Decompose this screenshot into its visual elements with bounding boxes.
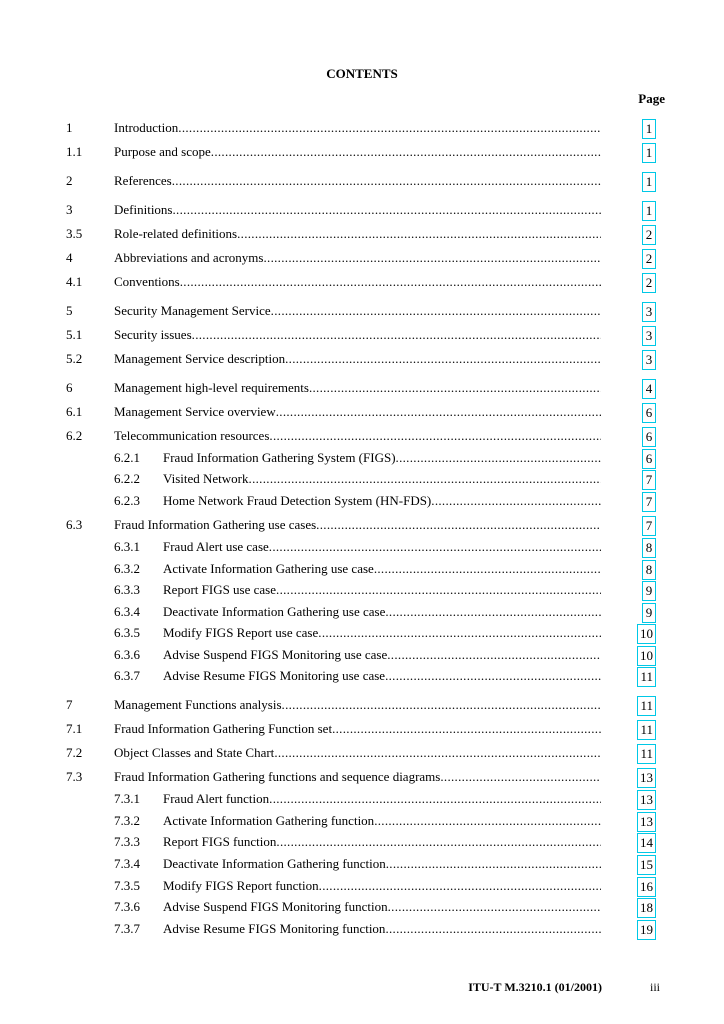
- toc-entry-title: Home Network Fraud Detection System (HN-FDS): [163, 493, 432, 508]
- toc-entry-number: 7: [66, 697, 73, 712]
- toc-entry-title: Management high-level requirements: [114, 380, 309, 395]
- toc-entry-number: 7.3.7: [114, 921, 140, 936]
- toc-entry: [0, 790, 724, 808]
- toc-entry: [0, 273, 724, 291]
- toc-entry-title: Fraud Information Gathering Function set: [114, 721, 333, 736]
- toc-entry: [0, 201, 724, 219]
- toc-page-link[interactable]: 11: [637, 720, 656, 740]
- toc-page-link[interactable]: 9: [642, 603, 656, 623]
- toc-entry-title-leader: [163, 449, 601, 467]
- toc-entry-title-leader: [114, 720, 601, 738]
- toc-entry-title-leader: [163, 667, 601, 685]
- toc-entry-title-leader: [114, 326, 601, 344]
- dot-leader: [386, 855, 601, 873]
- toc-entry: [0, 172, 724, 190]
- toc-entry: [0, 449, 724, 467]
- toc-entry-number: 7.3.3: [114, 834, 140, 849]
- toc-entry: [0, 920, 724, 938]
- toc-entry-title-leader: [114, 350, 601, 368]
- toc-entry-title-leader: [114, 744, 601, 762]
- dot-leader: [276, 833, 601, 851]
- toc-entry-title: Fraud Information Gathering use cases: [114, 517, 317, 532]
- toc-page-link[interactable]: 11: [637, 696, 656, 716]
- toc-page-link[interactable]: 16: [637, 877, 656, 897]
- toc-entry-number: 5.2: [66, 351, 83, 366]
- toc-entry: [0, 624, 724, 642]
- toc-entry-title: Activate Information Gathering function: [163, 813, 375, 828]
- dot-leader: [172, 172, 601, 190]
- dot-leader: [396, 449, 601, 467]
- toc-entry-title: Purpose and scope: [114, 144, 211, 159]
- dot-leader: [274, 744, 601, 762]
- toc-entry-number: 5: [66, 303, 73, 318]
- toc-page-link[interactable]: 3: [642, 302, 656, 322]
- toc-entry-title-leader: [163, 833, 601, 851]
- toc-entry: [0, 744, 724, 762]
- toc-page-link[interactable]: 10: [637, 624, 656, 644]
- toc-entry-title-leader: [114, 516, 601, 534]
- toc-entry-title-leader: [114, 143, 601, 161]
- toc-entry: [0, 720, 724, 738]
- toc-entry-title: Object Classes and State Chart: [114, 745, 275, 760]
- toc-entry-title-leader: [163, 581, 601, 599]
- toc-entry-number: 6.2.2: [114, 471, 140, 486]
- toc-page-link[interactable]: 10: [637, 646, 656, 666]
- dot-leader: [269, 427, 601, 445]
- dot-leader: [269, 538, 601, 556]
- dot-leader: [180, 273, 601, 291]
- toc-entry-number: 7.3.5: [114, 878, 140, 893]
- toc-entry-number: 6.2.3: [114, 493, 140, 508]
- toc-entry-number: 6.3: [66, 517, 83, 532]
- toc-entry-title-leader: [163, 492, 601, 510]
- toc-entry-title: Activate Information Gathering use case: [163, 561, 374, 576]
- toc-entry-title: Definitions: [114, 202, 173, 217]
- toc-entry-title-leader: [163, 877, 601, 895]
- toc-page-link[interactable]: 7: [642, 516, 656, 536]
- toc-entry: [0, 379, 724, 397]
- dot-leader: [385, 667, 601, 685]
- toc-entry-title: Fraud Alert function: [163, 791, 270, 806]
- toc-entry-number: 6.3.6: [114, 647, 140, 662]
- toc-entry-title-leader: [114, 427, 601, 445]
- toc-entry: [0, 696, 724, 714]
- toc-entry-title: Fraud Information Gathering System (FIGS): [163, 450, 396, 465]
- dot-leader: [318, 624, 601, 642]
- page-column-header: Page: [638, 91, 665, 106]
- toc-entry-title: Security issues: [114, 327, 192, 342]
- toc-entry-title-leader: [114, 768, 601, 786]
- dot-leader: [319, 877, 601, 895]
- toc-entry-number: 5.1: [66, 327, 83, 342]
- toc-entry-title-leader: [114, 379, 601, 397]
- dot-leader: [276, 403, 601, 421]
- toc-entry-title: Conventions: [114, 274, 180, 289]
- toc-page-link[interactable]: 2: [642, 273, 656, 293]
- toc-entry-number: 7.3.2: [114, 813, 140, 828]
- toc-entry-title-leader: [114, 201, 601, 219]
- toc-page-link[interactable]: 7: [642, 470, 656, 490]
- toc-page-link[interactable]: 9: [642, 581, 656, 601]
- toc-entry: [0, 768, 724, 786]
- toc-entry: [0, 427, 724, 445]
- dot-leader: [237, 225, 601, 243]
- toc-entry-number: 6.3.7: [114, 668, 140, 683]
- toc-entry-title-leader: [114, 403, 601, 421]
- toc-entry-number: 4.1: [66, 274, 83, 289]
- toc-entry-number: 6.3.1: [114, 539, 140, 554]
- toc-entry-number: 6.2.1: [114, 450, 140, 465]
- toc-entry-number: 7.1: [66, 721, 83, 736]
- toc-entry-number: 3.5: [66, 226, 83, 241]
- dot-leader: [249, 470, 601, 488]
- toc-entry: [0, 403, 724, 421]
- toc-entry: [0, 143, 724, 161]
- dot-leader: [285, 350, 601, 368]
- toc-entry-title-leader: [163, 812, 601, 830]
- toc-entry: [0, 812, 724, 830]
- toc-page-link[interactable]: 4: [642, 379, 656, 399]
- toc-entry: [0, 326, 724, 344]
- toc-page-link[interactable]: 14: [637, 833, 656, 853]
- toc-page-link[interactable]: 13: [637, 768, 656, 788]
- toc-entry-title: Deactivate Information Gathering use case: [163, 604, 386, 619]
- dot-leader: [276, 581, 601, 599]
- dot-leader: [263, 249, 601, 267]
- toc-page-link[interactable]: 3: [642, 350, 656, 370]
- toc-entry-number: 6.3.3: [114, 582, 140, 597]
- dot-leader: [178, 119, 601, 137]
- dot-leader: [211, 143, 601, 161]
- toc-entry: [0, 898, 724, 916]
- dot-leader: [332, 720, 601, 738]
- toc-page-link[interactable]: 13: [637, 812, 656, 832]
- toc-entry-title: Modify FIGS Report use case: [163, 625, 319, 640]
- toc-entry: [0, 119, 724, 137]
- toc-entry-number: 6.3.2: [114, 561, 140, 576]
- toc-entry: [0, 560, 724, 578]
- toc-entry-title-leader: [163, 898, 601, 916]
- toc-entry-number: 1.1: [66, 144, 83, 159]
- toc-entry-number: 7.3: [66, 769, 83, 784]
- toc-entry-number: 7.2: [66, 745, 83, 760]
- toc-entry-title: Visited Network: [163, 471, 249, 486]
- toc-entry: [0, 855, 724, 873]
- dot-leader: [388, 898, 601, 916]
- toc-page-link[interactable]: 15: [637, 855, 656, 875]
- toc-entry-number: 6.3.4: [114, 604, 140, 619]
- toc-entry-title: Advise Suspend FIGS Monitoring function: [163, 899, 388, 914]
- toc-page-link[interactable]: 7: [642, 492, 656, 512]
- toc-entry-title: Telecommunication resources: [114, 428, 270, 443]
- toc-entry: [0, 581, 724, 599]
- dot-leader: [374, 812, 601, 830]
- dot-leader: [282, 696, 601, 714]
- dot-leader: [173, 201, 602, 219]
- toc-entry-title: Fraud Information Gathering functions and sequence diagrams: [114, 769, 441, 784]
- toc-entry-number: 6.1: [66, 404, 83, 419]
- toc-entry-number: 1: [66, 120, 73, 135]
- toc-entry-title: Management Functions analysis: [114, 697, 282, 712]
- toc-entry-title-leader: [114, 225, 601, 243]
- toc-page-link[interactable]: 11: [637, 744, 656, 764]
- dot-leader: [440, 768, 601, 786]
- toc-entry-title-leader: [114, 249, 601, 267]
- toc-entry: [0, 833, 724, 851]
- toc-entry: [0, 225, 724, 243]
- toc-page-link[interactable]: 8: [642, 538, 656, 558]
- toc-entry-title-leader: [114, 302, 601, 320]
- toc-page-link[interactable]: 18: [637, 898, 656, 918]
- toc-entry: [0, 249, 724, 267]
- toc-entry: [0, 603, 724, 621]
- toc-page-link[interactable]: 1: [642, 143, 656, 163]
- toc-page-link[interactable]: 2: [642, 225, 656, 245]
- toc-entry-title: Report FIGS use case: [163, 582, 277, 597]
- toc-page-link[interactable]: 6: [642, 403, 656, 423]
- toc-page-link[interactable]: 8: [642, 560, 656, 580]
- toc-page-link[interactable]: 6: [642, 427, 656, 447]
- toc-entry: [0, 667, 724, 685]
- toc-entry: [0, 350, 724, 368]
- toc-entry-title: Modify FIGS Report function: [163, 878, 319, 893]
- dot-leader: [309, 379, 601, 397]
- toc-entry-title: Management Service description: [114, 351, 286, 366]
- footer-doc-id: ITU-T M.3210.1 (01/2001): [468, 980, 602, 994]
- toc-page-link[interactable]: 2: [642, 249, 656, 269]
- toc-entry-title-leader: [163, 603, 601, 621]
- toc-entry-title: Role-related definitions: [114, 226, 238, 241]
- toc-entry: [0, 877, 724, 895]
- toc-page-link[interactable]: 1: [642, 201, 656, 221]
- toc-entry-title-leader: [163, 920, 601, 938]
- toc-page-link[interactable]: 3: [642, 326, 656, 346]
- toc-entry-title: References: [114, 173, 172, 188]
- toc-entry: [0, 470, 724, 488]
- toc-entry-title: Abbreviations and acronyms: [114, 250, 264, 265]
- toc-entry-title: Report FIGS function: [163, 834, 277, 849]
- dot-leader: [374, 560, 601, 578]
- toc-entry-title-leader: [163, 790, 601, 808]
- dot-leader: [316, 516, 601, 534]
- toc-page-link[interactable]: 1: [642, 119, 656, 139]
- toc-entry-number: 6: [66, 380, 73, 395]
- toc-entry-title: Introduction: [114, 120, 179, 135]
- toc-entry: [0, 302, 724, 320]
- toc-entry-number: 4: [66, 250, 73, 265]
- toc-entry: [0, 646, 724, 664]
- toc-page-link[interactable]: 13: [637, 790, 656, 810]
- toc-entry-title-leader: [163, 470, 601, 488]
- toc-entry-number: 6.3.5: [114, 625, 140, 640]
- toc-entry-title-leader: [163, 624, 601, 642]
- toc-entry-number: 6.2: [66, 428, 83, 443]
- toc-entry-title: Advise Resume FIGS Monitoring use case: [163, 668, 386, 683]
- toc-entry-number: 7.3.6: [114, 899, 140, 914]
- toc-entry: [0, 516, 724, 534]
- toc-entry-title-leader: [114, 696, 601, 714]
- dot-leader: [385, 603, 601, 621]
- toc-entry-title: Advise Suspend FIGS Monitoring use case: [163, 647, 388, 662]
- toc-entry-title: Fraud Alert use case: [163, 539, 269, 554]
- toc-entry-number: 2: [66, 173, 73, 188]
- toc-entry-title-leader: [114, 273, 601, 291]
- toc-entry-number: 7.3.1: [114, 791, 140, 806]
- toc-entry: [0, 538, 724, 556]
- toc-entry-title: Deactivate Information Gathering function: [163, 856, 386, 871]
- toc-entry-number: 3: [66, 202, 73, 217]
- toc-page-link[interactable]: 19: [637, 920, 656, 940]
- toc-page-link[interactable]: 11: [637, 667, 656, 687]
- toc-entry-title-leader: [163, 646, 601, 664]
- dot-leader: [431, 492, 601, 510]
- dot-leader: [269, 790, 601, 808]
- toc-page-link[interactable]: 6: [642, 449, 656, 469]
- toc-entry-title-leader: [163, 560, 601, 578]
- toc-entry-title-leader: [114, 119, 601, 137]
- toc-page-link[interactable]: 1: [642, 172, 656, 192]
- dot-leader: [385, 920, 601, 938]
- toc-entry-title: Management Service overview: [114, 404, 276, 419]
- toc-entry-title: Advise Resume FIGS Monitoring function: [163, 921, 386, 936]
- toc-entry-title-leader: [163, 538, 601, 556]
- toc-entry: [0, 492, 724, 510]
- toc-entry-title-leader: [114, 172, 601, 190]
- footer-page-number: iii: [649, 980, 660, 994]
- dot-leader: [271, 302, 601, 320]
- toc-entry-number: 7.3.4: [114, 856, 140, 871]
- toc-title: CONTENTS: [326, 66, 398, 81]
- toc-entry-title-leader: [163, 855, 601, 873]
- dot-leader: [192, 326, 601, 344]
- dot-leader: [387, 646, 601, 664]
- toc-entry-title: Security Management Service: [114, 303, 271, 318]
